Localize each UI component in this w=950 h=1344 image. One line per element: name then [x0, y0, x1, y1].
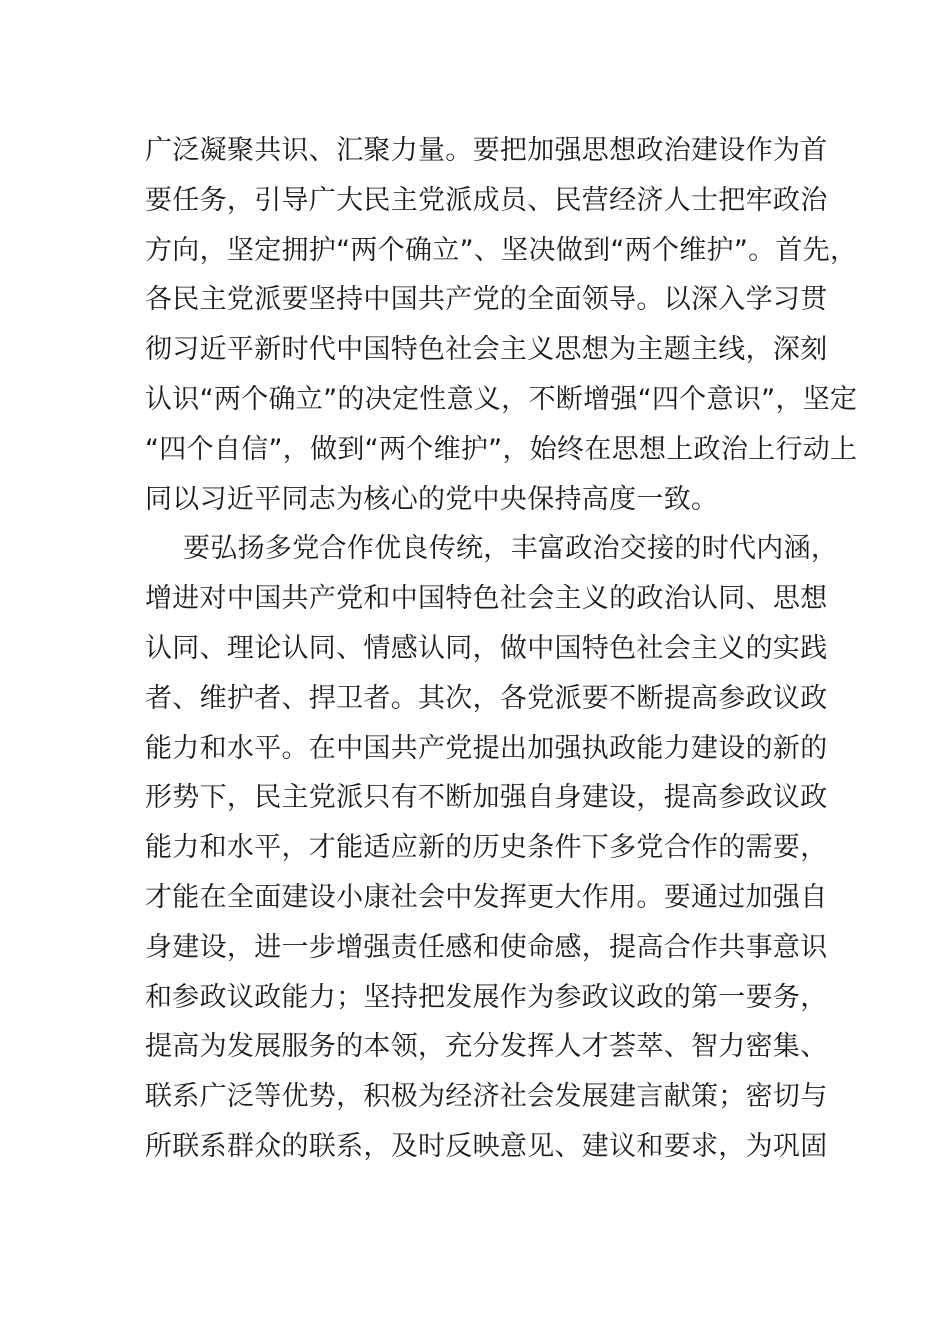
text-line: 能力和水平。在中国共产党提出加强执政能力建设的新的 [145, 732, 828, 764]
text-line: 提高为发展服务的本领，充分发挥人才荟萃、智力密集、 [145, 1031, 828, 1063]
text-line: 增进对中国共产党和中国特色社会主义的政治认同、思想 [145, 583, 828, 615]
text-line: 认识“两个确立”的决定性意义，不断增强“四个意识”，坚定 [145, 383, 858, 415]
text-line: 认同、理论认同、情感认同，做中国特色社会主义的实践 [145, 632, 828, 664]
text-line: 身建设，进一步增强责任感和使命感，提高合作共事意识 [145, 931, 828, 963]
document-body-text [145, 126, 858, 1172]
text-line: 各民主党派要坚持中国共产党的全面领导。以深入学习贯 [145, 284, 828, 316]
text-line: 要任务，引导广大民主党派成员、民营经济人士把牢政治 [145, 184, 828, 216]
text-line: 广泛凝聚共识、汇聚力量。要把加强思想政治建设作为首 [145, 135, 828, 166]
text-line: 彻习近平新时代中国特色社会主义思想为主题主线，深刻 [145, 334, 828, 366]
text-line: 和参政议政能力；坚持把发展作为参政议政的第一要务， [145, 981, 828, 1013]
text-line: 者、维护者、捍卫者。其次，各党派要不断提高参政议政 [145, 682, 828, 714]
text-line: 形势下，民主党派只有不断加强自身建设，提高参政议政 [145, 782, 828, 814]
text-line: 方向，坚定拥护“两个确立”、坚决做到“两个维护”。首先， [145, 234, 858, 266]
text-line: 才能在全面建设小康社会中发挥更大作用。要通过加强自 [145, 881, 828, 913]
text-line: 能力和水平，才能适应新的历史条件下多党合作的需要， [145, 832, 828, 864]
text-line: 联系广泛等优势，积极为经济社会发展建言献策；密切与 [145, 1081, 828, 1113]
paragraph-first-line: 要弘扬多党合作优良传统，丰富政治交接的时代内涵， [183, 533, 839, 565]
text-line: 同以习近平同志为核心的党中央保持高度一致。 [145, 483, 719, 515]
text-line: 所联系群众的联系，及时反映意见、建议和要求，为巩固 [145, 1130, 828, 1162]
text-line: “四个自信”，做到“两个维护”，始终在思想上政治上行动上 [145, 433, 858, 465]
